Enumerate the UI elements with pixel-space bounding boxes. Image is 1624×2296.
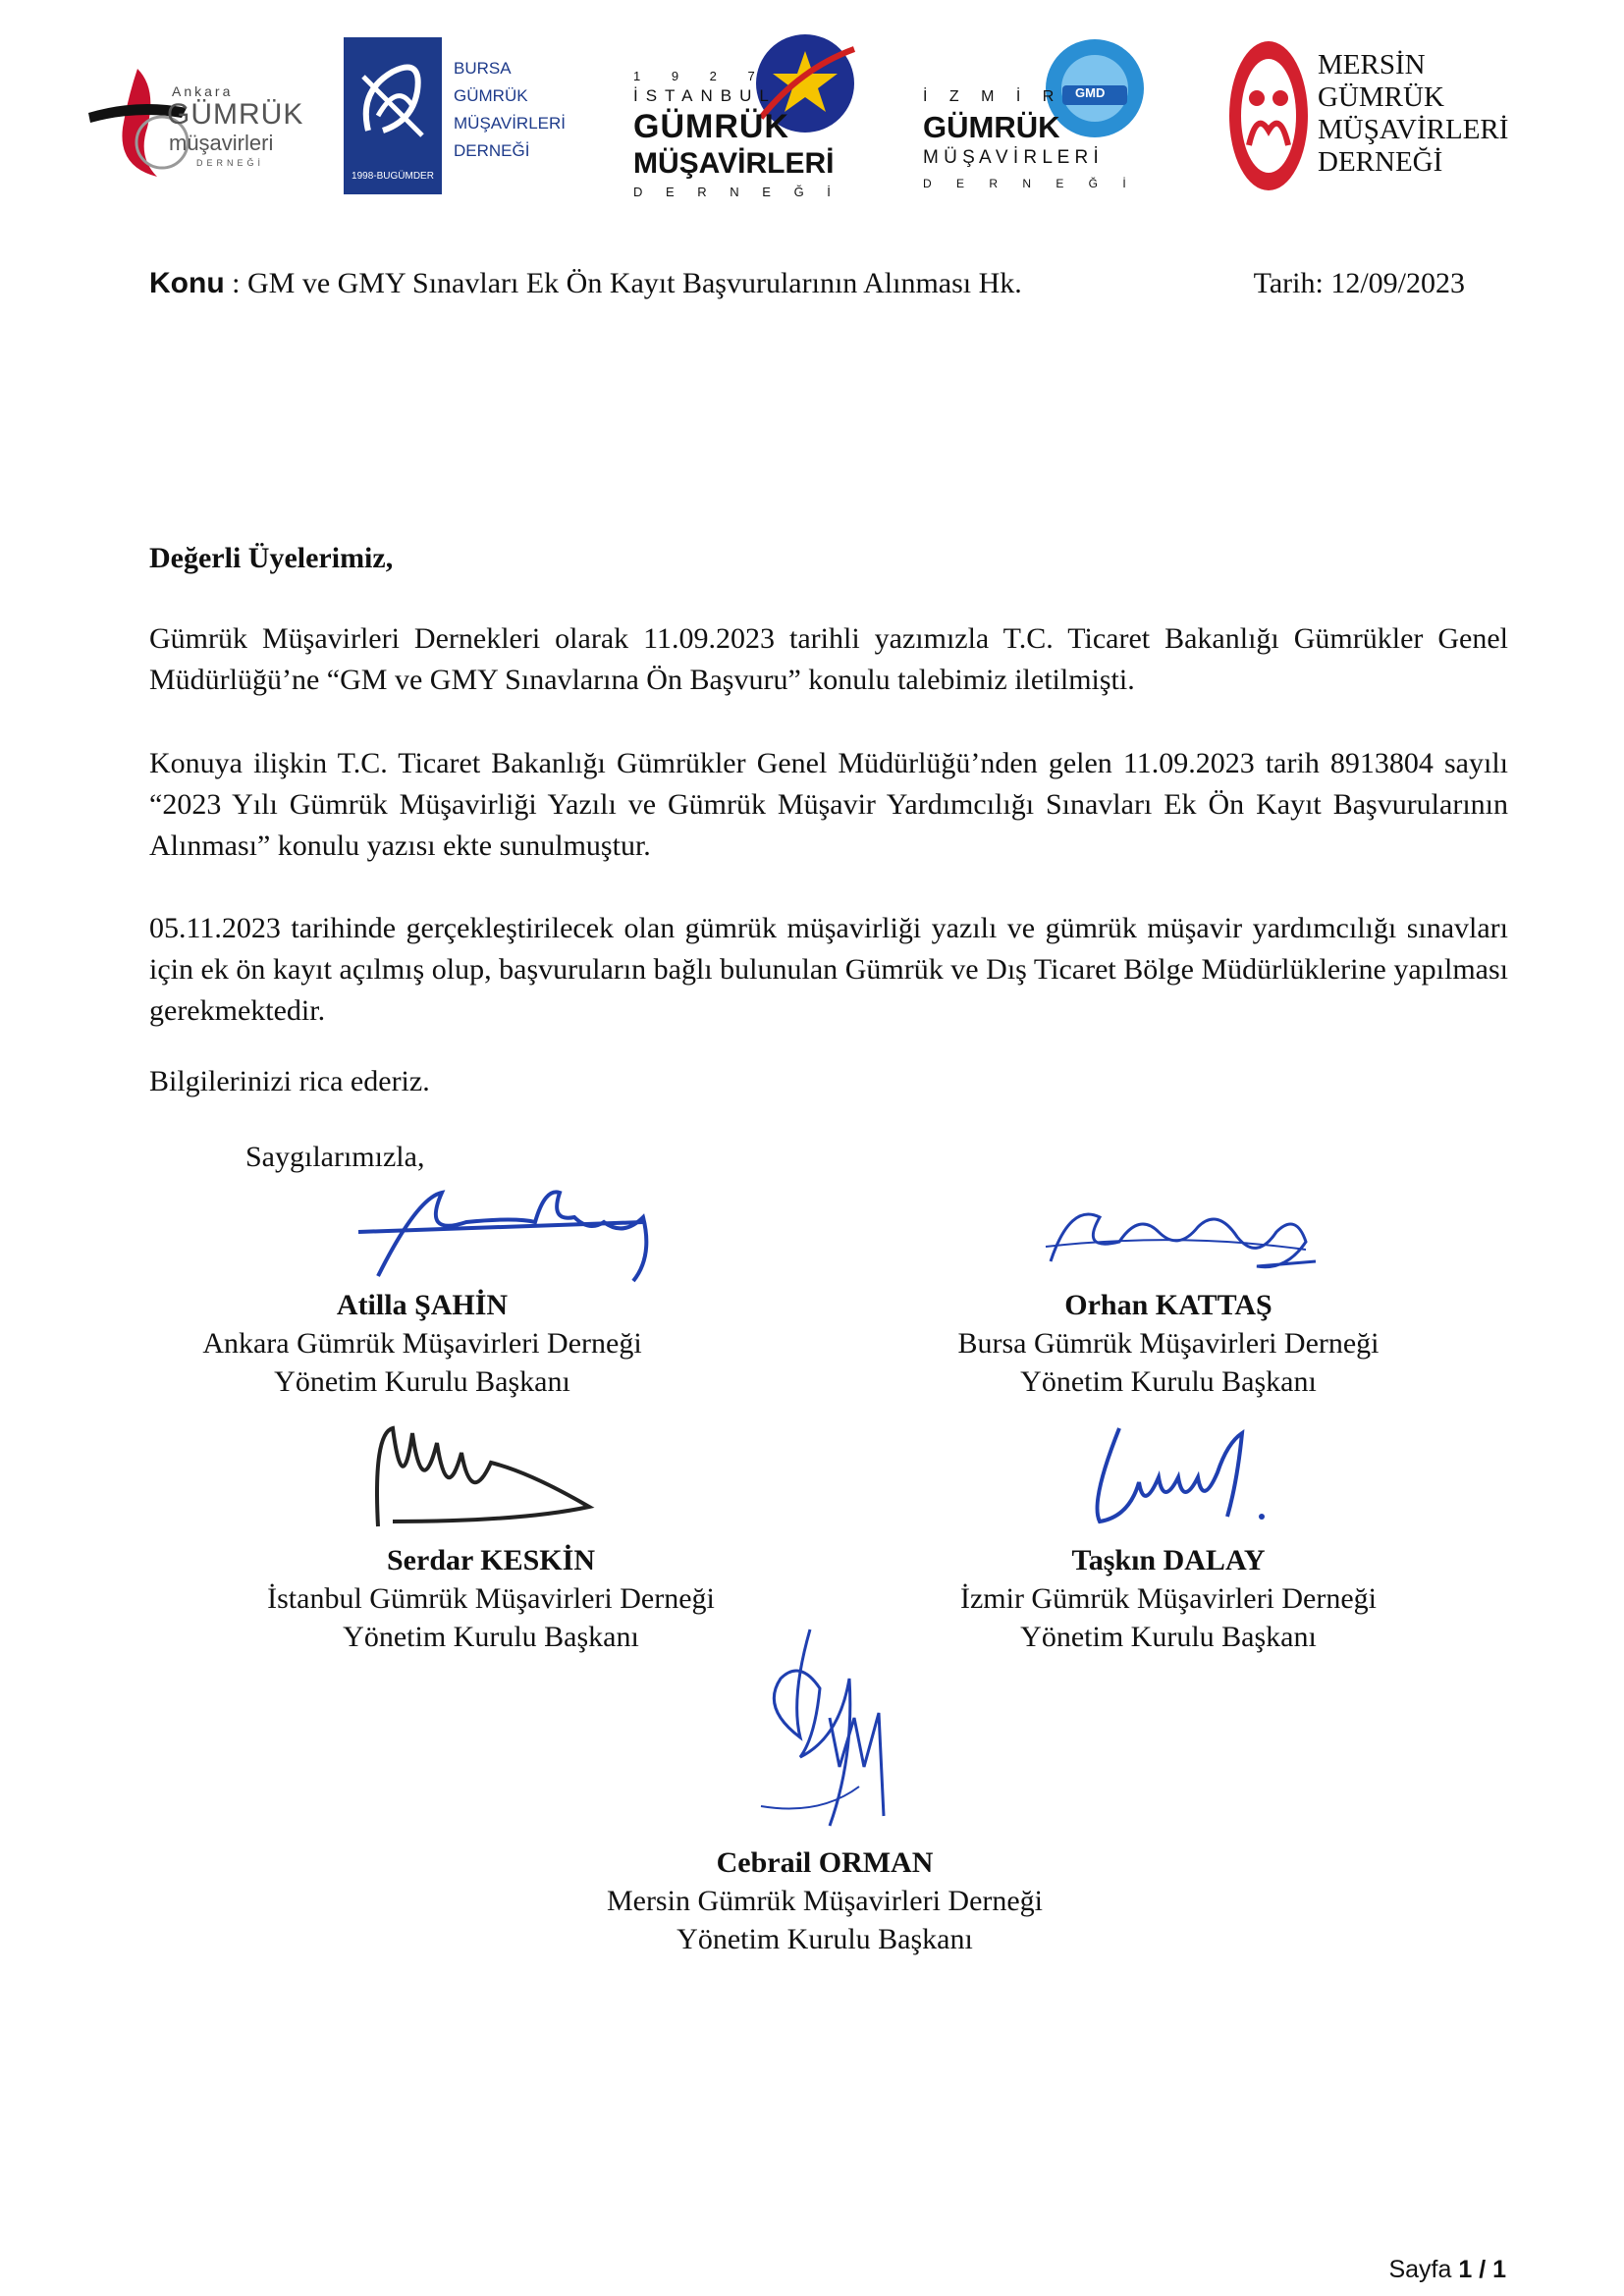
paragraph-4: Bilgilerinizi rica ederiz. [149,1065,430,1097]
bursa-emblem [344,37,442,194]
istanbul-logo-line2: GÜMRÜK [633,108,789,145]
signatory-5-title: Yönetim Kurulu Başkanı [677,1923,973,1955]
bursa-logo [344,29,566,201]
istanbul-logo-line1: İSTANBUL [633,86,777,105]
document-date: Tarih: 12/09/2023 [1253,267,1465,299]
izmir-logo-line3: M Ü Ş A V İ R L E R İ [923,147,1099,168]
izmir-logo-line4: D E R N E Ğ İ [923,177,1137,190]
bursa-logo-line1: BURSA [454,59,512,78]
bursa-logo-tag: 1998-BUGÜMDER [352,171,434,182]
istanbul-logo-year: 1 9 2 7 [633,69,769,83]
paragraph-2: Konuya ilişkin T.C. Ticaret Bakanlığı Gümrükler Genel Müdürlüğü’nden gelen 11.09.2023 tarih 8913804 sayılı “2023 Yılı Gümrük Müşavirliği Yazılı ve Gümrük Müşavir Yardımcılığı Sınavları Ek Ön Kayıt Başvurularının Alınması” konulu yazısı ekte sunulmuştur. [149,747,1508,862]
signatory-5-name: Cebrail ORMAN [716,1846,934,1879]
bursa-logo-line4: DERNEĞİ [454,141,530,160]
signatory-2 [903,1286,1434,1401]
mersin-logo-line1: MERSİN [1318,49,1426,80]
ankara-logo-line3: müşavirleri [169,131,274,155]
signature-4-icon [1070,1423,1286,1531]
page-number-label: Sayfa [1388,2256,1452,2283]
signatory-2-org: Bursa Gümrük Müşavirleri Derneği [957,1327,1380,1360]
page-number [1388,2256,1506,2284]
izmir-logo-badge: GMD [1075,85,1106,100]
bursa-logo-line3: MÜŞAVİRLERİ [454,114,566,133]
paragraph-1: Gümrük Müşavirleri Dernekleri olarak 11.09.2023 tarihli yazımızla T.C. Ticaret Bakanlığı Gümrükler Genel Müdürlüğü’ne “GM ve GMY Sınavlarına Ön Başvuru” konulu talebimiz iletilmişti. [149,622,1508,696]
signature-3-icon [363,1414,609,1536]
signatory-5-org: Mersin Gümrük Müşavirleri Derneği [606,1885,1044,1917]
bursa-logo-line2: GÜMRÜK [454,86,528,105]
signatory-2-title: Yönetim Kurulu Başkanı [1020,1365,1317,1398]
istanbul-logo [628,29,864,201]
izmir-logo [923,29,1149,201]
signatory-3 [226,1541,756,1656]
signatory-5 [550,1843,1100,1958]
page-number-value: 1 / 1 [1458,2256,1506,2283]
izmir-logo-line2: GÜMRÜK [923,110,1060,144]
subject-line [149,267,1465,300]
ankara-logo [79,29,304,201]
ankara-logo-line4: DERNEĞİ [196,158,265,168]
bursa-emblem-icon [344,37,442,165]
signatory-1-org: Ankara Gümrük Müşavirleri Derneği [202,1327,642,1360]
signatory-1 [157,1286,687,1401]
izmir-logo-line1: İ Z M İ R [923,88,1063,105]
mersin-logo [1227,29,1509,201]
signatory-3-name: Serdar KESKİN [387,1544,595,1576]
signatory-4-name: Taşkın DALAY [1071,1544,1266,1576]
signatory-4-title: Yönetim Kurulu Başkanı [1020,1621,1317,1653]
istanbul-logo-line3: MÜŞAVİRLERİ [633,147,835,180]
istanbul-logo-line4: D E R N E Ğ İ [633,185,840,199]
signature-2-icon [1031,1193,1326,1286]
ankara-logo-line1: Ankara [172,83,234,99]
signatory-1-title: Yönetim Kurulu Başkanı [274,1365,570,1398]
signatory-3-title: Yönetim Kurulu Başkanı [343,1621,639,1653]
signatory-4 [903,1541,1434,1656]
ankara-logo-line2: GÜMRÜK [167,98,304,131]
mersin-logo-line4: DERNEĞİ [1318,146,1443,178]
paragraph-3: 05.11.2023 tarihinde gerçekleştirilecek olan gümrük müşavirliği yazılı ve gümrük müşavir yardımcılığı sınavları için ek ön kayıt açılmış olup, başvuruların bağlı bulunulan Gümrük ve Dış Ticaret Bölge Müdürlüklerine yapılması gerekmektedir. [149,912,1508,1027]
signature-5-icon [741,1620,918,1845]
signatory-1-name: Atilla ŞAHİN [336,1289,509,1321]
signatory-4-org: İzmir Gümrük Müşavirleri Derneği [959,1582,1378,1615]
subject-text: : GM ve GMY Sınavları Ek Ön Kayıt Başvurularının Alınması Hk. [232,267,1022,299]
mersin-logo-line3: MÜŞAVİRLERİ [1318,114,1509,145]
greeting: Değerli Üyelerimiz, [149,542,394,574]
mersin-logo-line2: GÜMRÜK [1318,81,1444,113]
mersin-emblem-icon [1227,37,1311,194]
signatory-2-name: Orhan KATTAŞ [1064,1289,1272,1321]
subject-label: Konu [149,267,225,299]
signature-1-icon [349,1178,653,1286]
closing: Saygılarımızla, [245,1141,425,1173]
signatory-3-org: İstanbul Gümrük Müşavirleri Derneği [267,1582,715,1615]
